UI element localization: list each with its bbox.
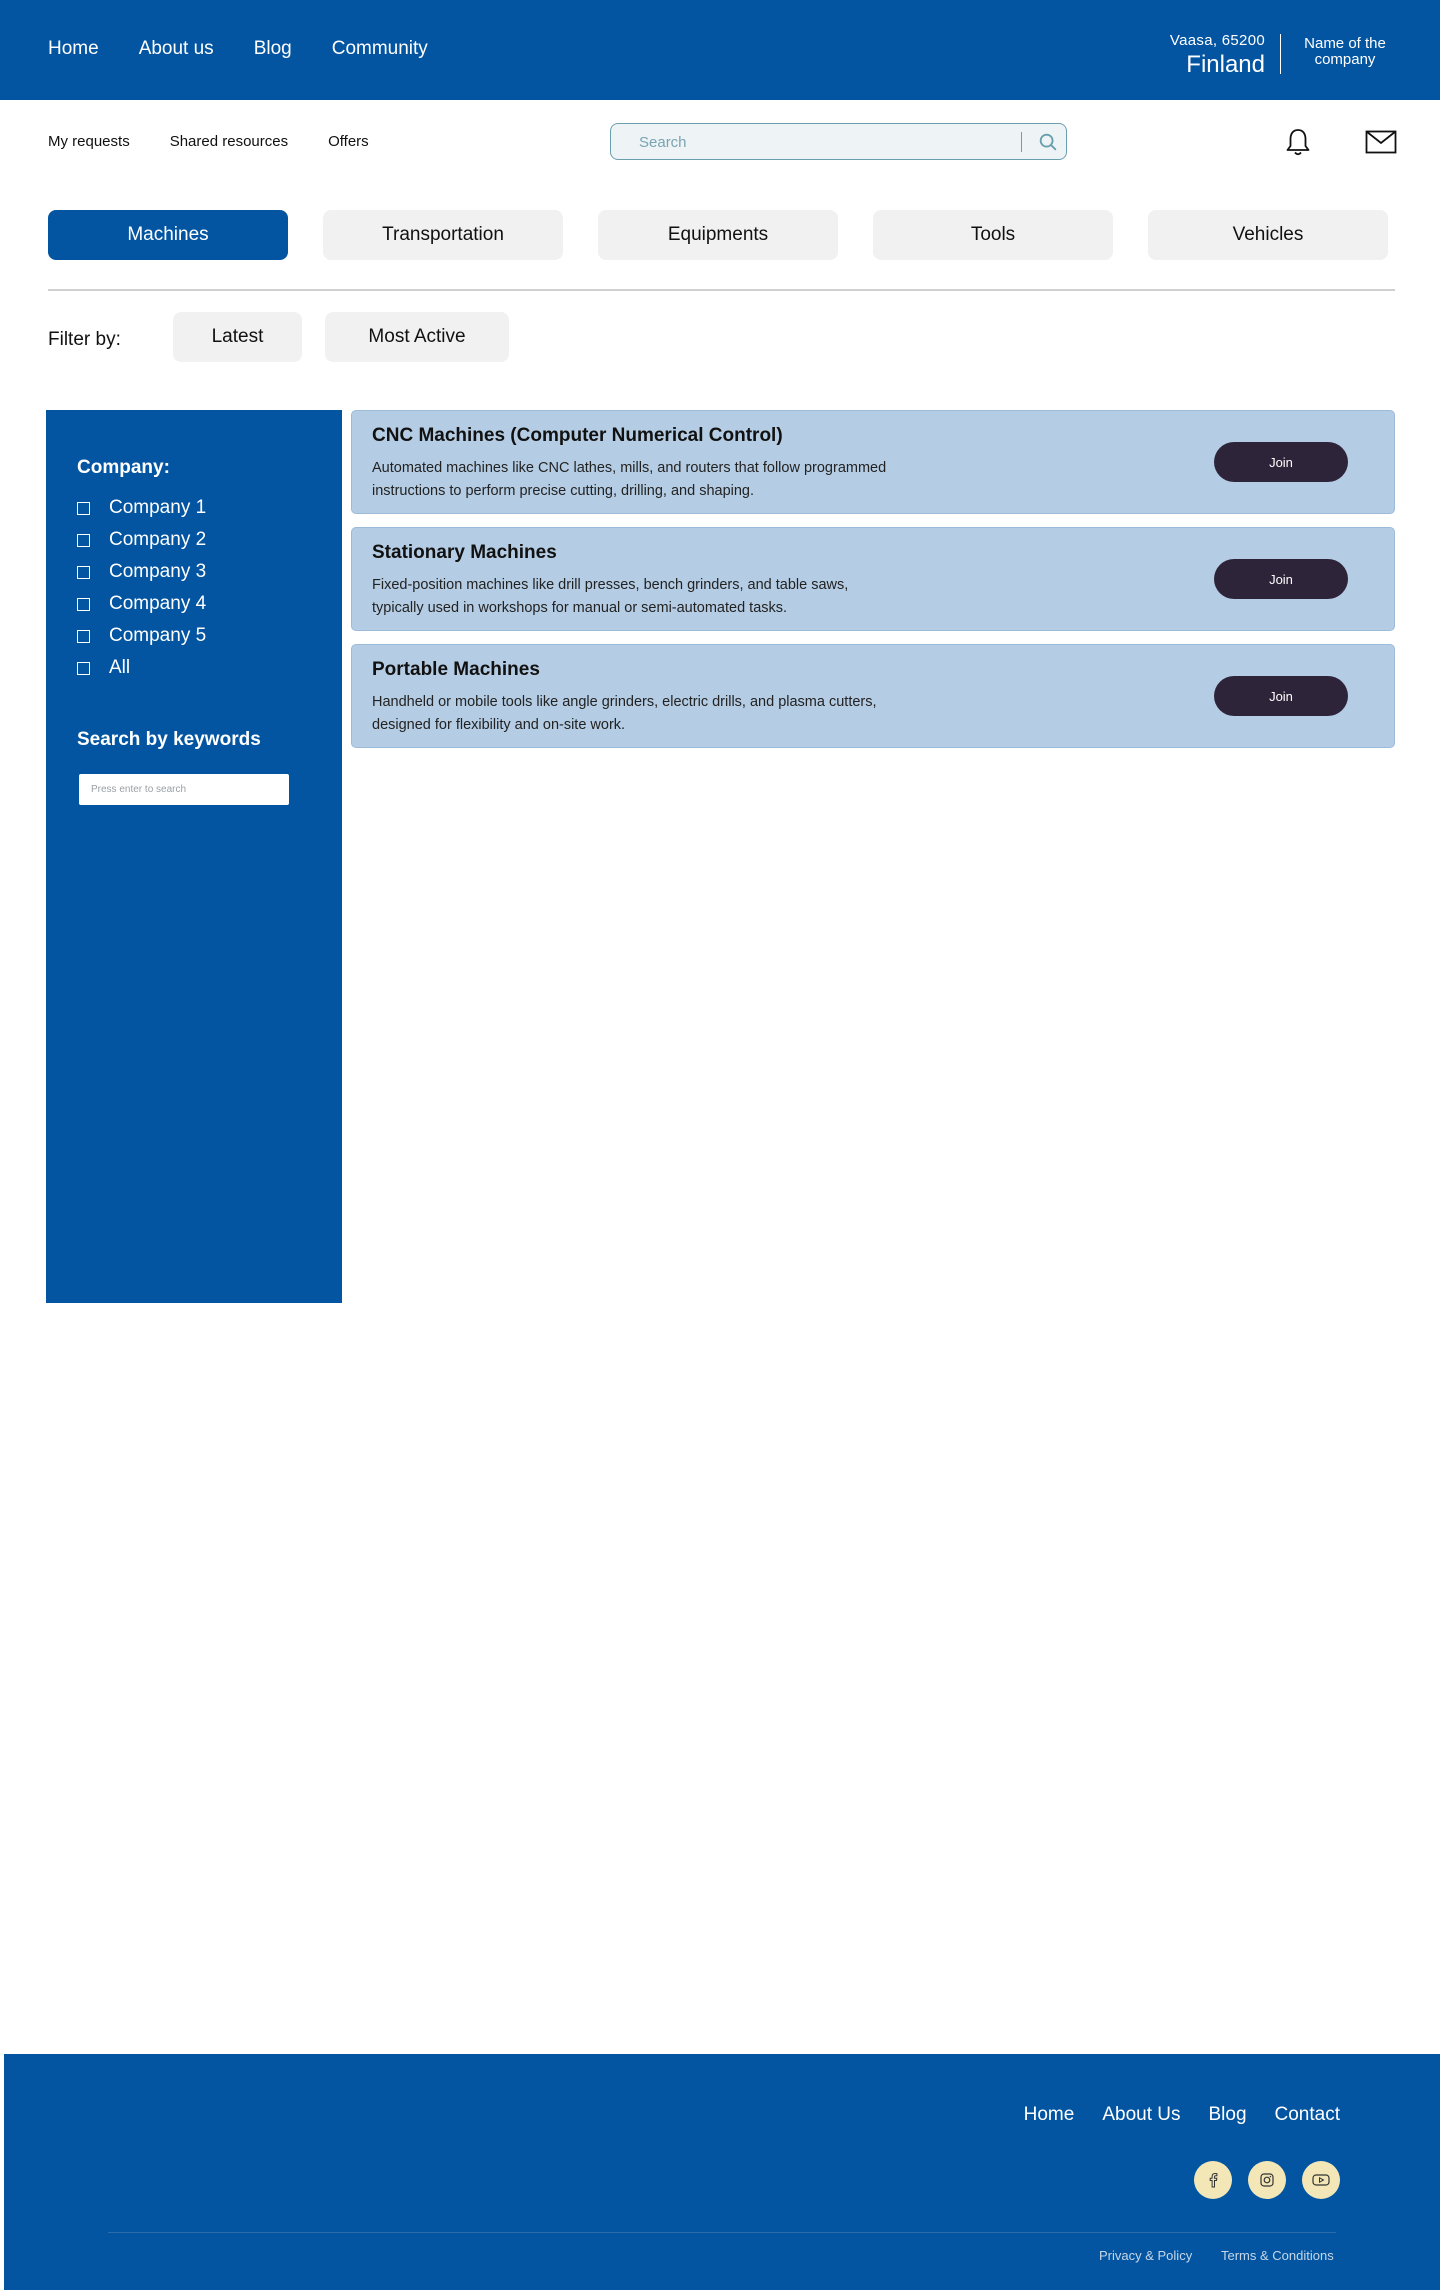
footer-contact-link[interactable]: Contact [1274,2104,1340,2125]
company-option-label: Company 5 [109,625,207,646]
footer-home-link[interactable]: Home [1023,2104,1075,2125]
tab-machines[interactable]: Machines [48,210,288,260]
location-country: Finland [1186,51,1265,78]
checkbox[interactable] [77,598,90,611]
company-heading: Company: [77,457,170,478]
checkbox[interactable] [77,566,90,579]
checkbox[interactable] [77,534,90,547]
tab-vehicles[interactable]: Vehicles [1148,210,1388,260]
checkbox[interactable] [77,662,90,675]
tab-equipments[interactable]: Equipments [598,210,838,260]
checkbox[interactable] [77,630,90,643]
company-option[interactable] [77,588,206,620]
filter-sidebar [46,410,342,1303]
terms-conditions-link[interactable]: Terms & Conditions [1221,2248,1334,2263]
site-footer [4,2054,1440,2290]
company-list [77,492,206,684]
card-description [372,691,962,737]
card-title: CNC Machines (Computer Numerical Control) [372,425,783,446]
company-option-label: Company 1 [109,497,207,518]
company-option[interactable] [77,524,206,556]
card-description-line: designed for flexibility and on-site work. [372,717,626,733]
join-button[interactable]: Join [1214,559,1348,599]
search-bar [610,123,1067,160]
facebook-glyph [1203,2170,1223,2190]
company-option[interactable] [77,556,206,588]
company-name[interactable] [1290,36,1400,68]
nav-community-link[interactable]: Community [331,38,428,59]
instagram-glyph [1257,2170,1277,2190]
card-title: Stationary Machines [372,542,557,563]
company-name-line2: company [1314,51,1376,68]
company-option-label: Company 3 [109,561,207,582]
offers-link[interactable]: Offers [328,133,369,150]
category-tabs [48,210,1388,260]
filter-label: Filter by: [48,329,121,350]
join-button[interactable]: Join [1214,676,1348,716]
main-nav [48,38,428,60]
card-description-line: Fixed-position machines like drill presses, bench grinders, and table saws, [372,577,849,593]
filter-most-active-button[interactable]: Most Active [325,312,509,362]
bell-icon[interactable] [1283,126,1313,158]
keywords-heading: Search by keywords [77,729,261,750]
mail-icon[interactable] [1365,130,1397,154]
keywords-input[interactable] [79,774,289,805]
checkbox[interactable] [77,502,90,515]
location-city: Vaasa, 65200 [1169,32,1265,49]
privacy-policy-link[interactable]: Privacy & Policy [1099,2248,1193,2263]
nav-blog-link[interactable]: Blog [253,38,292,59]
top-header [0,0,1440,100]
shared-resources-link[interactable]: Shared resources [169,133,289,150]
facebook-icon[interactable] [1194,2161,1232,2199]
location [1170,32,1265,79]
card-description [372,457,962,503]
company-option-label: Company 2 [109,529,207,550]
tab-transportation[interactable]: Transportation [323,210,563,260]
company-option-label: All [109,657,131,678]
card-description-line: typically used in workshops for manual or semi-automated tasks. [372,600,788,616]
section-divider [48,289,1395,291]
nav-home-link[interactable]: Home [48,38,99,59]
nav-about-link[interactable]: About us [138,38,214,59]
listing-card [351,410,1395,514]
card-title: Portable Machines [372,659,540,680]
listing-card [351,527,1395,631]
footer-nav [1024,2104,1340,2126]
card-description-line: Automated machines like CNC lathes, mills, and routers that follow programmed [372,460,887,476]
footer-blog-link[interactable]: Blog [1208,2104,1247,2125]
instagram-icon[interactable] [1248,2161,1286,2199]
my-requests-link[interactable]: My requests [48,133,130,150]
tab-tools[interactable]: Tools [873,210,1113,260]
company-option[interactable] [77,620,206,652]
company-option-all[interactable] [77,652,206,684]
secondary-nav [48,133,369,150]
footer-divider [108,2232,1336,2233]
youtube-icon[interactable] [1302,2161,1340,2199]
company-option-label: Company 4 [109,593,207,614]
card-description-line: Handheld or mobile tools like angle grinders, electric drills, and plasma cutters, [372,694,877,710]
company-name-line1: Name of the [1304,35,1386,52]
search-divider [1021,132,1022,152]
card-description-line: instructions to perform precise cutting, drilling, and shaping. [372,483,755,499]
search-input[interactable] [639,131,1019,153]
footer-about-link[interactable]: About Us [1102,2104,1181,2125]
filter-latest-button[interactable]: Latest [173,312,302,362]
join-button[interactable]: Join [1214,442,1348,482]
listing-card [351,644,1395,748]
search-icon[interactable] [1037,131,1059,153]
header-divider [1280,34,1281,74]
youtube-glyph [1310,2170,1332,2190]
card-description [372,574,962,620]
company-option[interactable] [77,492,206,524]
